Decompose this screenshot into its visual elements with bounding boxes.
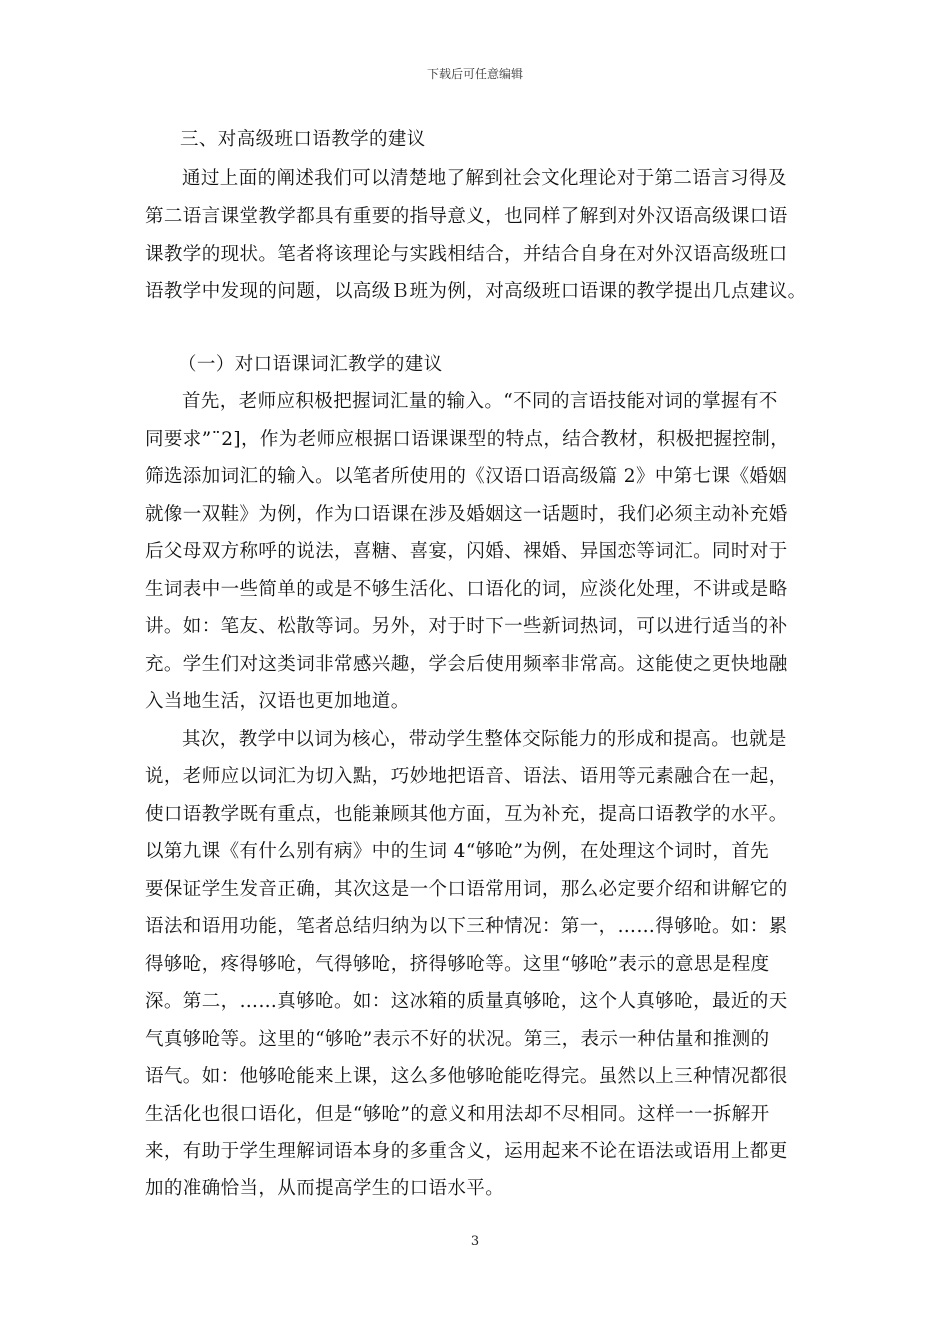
paragraph-line: 得够呛，疼得够呛，气得够呛，挤得够呛等。这里“够呛”表示的意思是程度 <box>145 954 770 975</box>
paragraph-line: 课教学的现状。笔者将该理论与实践相结合，并结合自身在对外汉语高级班口 <box>145 244 788 265</box>
paragraph-line: 第二语言课堂教学都具有重要的指导意义，也同样了解到对外汉语高级课口语 <box>145 206 788 227</box>
paragraph-line: 语教学中发现的问题，以高级Ｂ班为例，对高级班口语课的教学提出几点建议。 <box>145 281 807 302</box>
paragraph-line: 充。学生们对这类词非常感兴趣，学会后使用频率非常高。这能使之更快地融 <box>145 654 788 675</box>
page-number: 3 <box>470 1234 480 1249</box>
paragraph-line: 后父母双方称呼的说法，喜糖、喜宴，闪婚、裸婚、异国恋等词汇。同时对于 <box>145 541 788 562</box>
paragraph-line: 同要求”¨2]，作为老师应根据口语课课型的特点，结合教材，积极把握控制， <box>145 429 790 450</box>
paragraph-line: 生活化也很口语化，但是“够呛”的意义和用法却不尽相同。这样一一拆解开 <box>145 1104 770 1125</box>
paragraph-line: 气真够呛等。这里的“够呛”表示不好的状况。第三，表示一种估量和推测的 <box>145 1029 770 1050</box>
paragraph-line: 通过上面的阐述我们可以清楚地了解到社会文化理论对于第二语言习得及 <box>182 168 787 189</box>
paragraph-line: 就像一双鞋》为例，作为口语课在涉及婚姻这一话题时，我们必须主动补充婚 <box>145 504 788 525</box>
section-heading: 三、对高级班口语教学的建议 <box>180 129 426 150</box>
paragraph-line: 讲。如：笔友、松散等词。另外，对于时下一些新词热词，可以进行适当的补 <box>145 616 788 637</box>
paragraph-line: 语法和语用功能，笔者总结归纳为以下三种情况：第一，……得够呛。如：累 <box>145 916 788 937</box>
paragraph-line: 首先，老师应积极把握词汇量的输入。“不同的言语技能对词的掌握有不 <box>182 391 778 412</box>
paragraph-line: 深。第二，……真够呛。如：这冰箱的质量真够呛，这个人真够呛，最近的天 <box>145 991 788 1012</box>
paragraph-line: 筛选添加词汇的输入。以笔者所使用的《汉语口语高级篇 2》中第七课《婚姻 <box>145 466 788 487</box>
paragraph-line: 生词表中一些简单的或是不够生活化、口语化的词，应淡化处理，不讲或是略 <box>145 579 788 600</box>
paragraph-line: 以第九课《有什么别有病》中的生词 4“够呛”为例，在处理这个词时，首先 <box>145 841 770 862</box>
paragraph-line: 语气。如：他够呛能来上课，这么多他够呛能吃得完。虽然以上三种情况都很 <box>145 1066 788 1087</box>
paragraph-line: 来，有助于学生理解词语本身的多重含义，运用起来不论在语法或语用上都更 <box>145 1141 788 1162</box>
paragraph-line: 要保证学生发音正确，其次这是一个口语常用词，那么必定要介绍和讲解它的 <box>145 879 788 900</box>
paragraph-line: 其次，教学中以词为核心，带动学生整体交际能力的形成和提高。也就是 <box>182 729 787 750</box>
subsection-heading: （一）对口语课词汇教学的建议 <box>178 354 443 375</box>
paragraph-line: 入当地生活，汉语也更加地道。 <box>145 691 410 712</box>
page-header: 下载后可任意编辑 <box>426 67 523 81</box>
paragraph-line: 加的准确恰当，从而提高学生的口语水平。 <box>145 1178 505 1199</box>
paragraph-line: 使口语教学既有重点，也能兼顾其他方面，互为补充，提高口语教学的水平。 <box>145 804 788 825</box>
paragraph-line: 说，老师应以词汇为切入點，巧妙地把语音、语法、语用等元素融合在一起， <box>145 766 788 787</box>
